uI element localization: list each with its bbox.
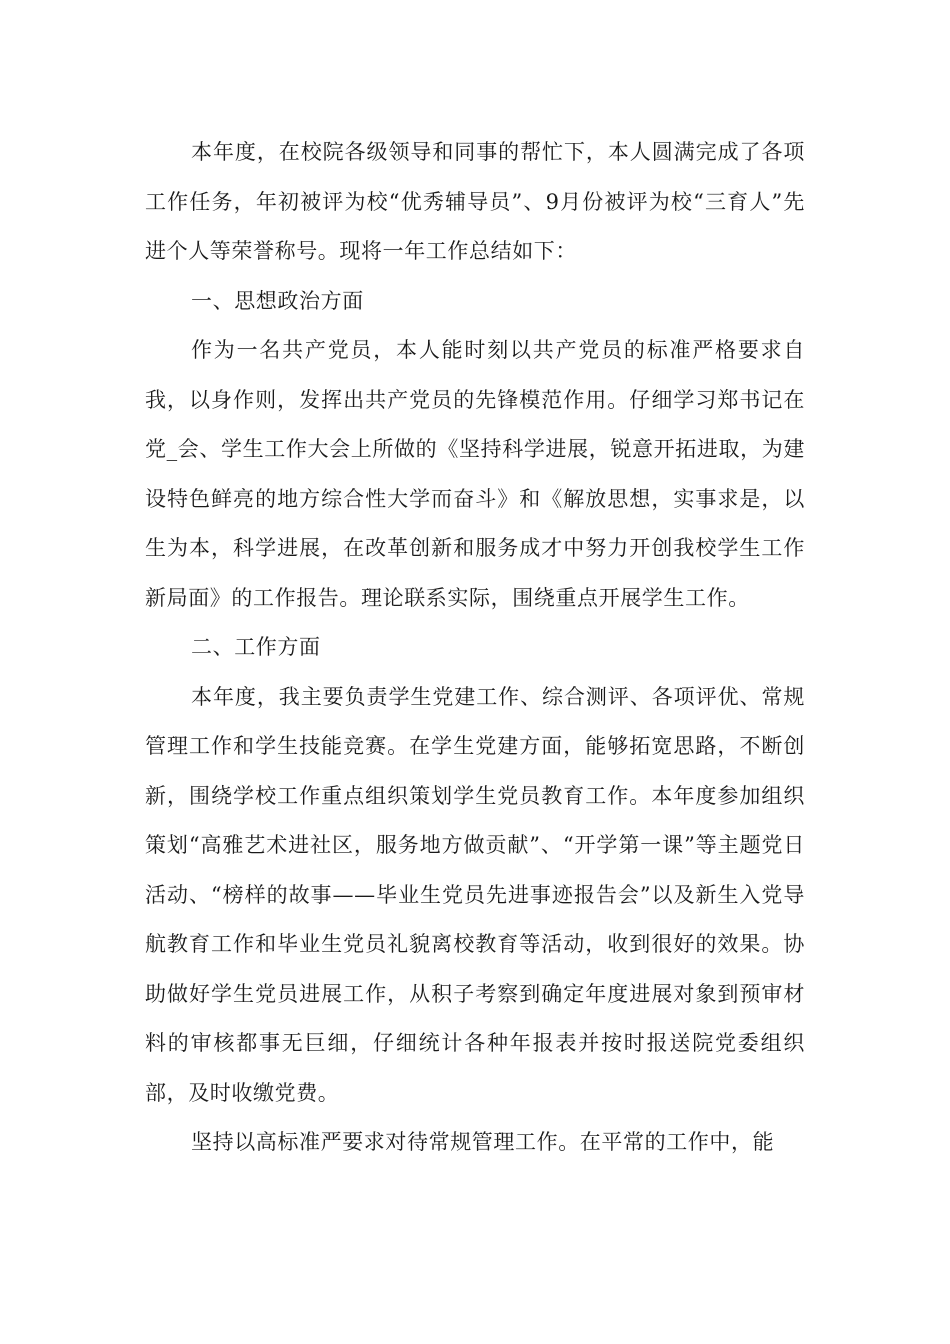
document-body: [145, 128, 805, 1168]
paragraph-intro: 本年度，在校院各级领导和同事的帮忙下，本人圆满完成了各项工作任务，年初被评为校“优秀辅导员”、9月份被评为校“三育人”先进个人等荣誉称号。现将一年工作总结如下：: [145, 140, 805, 263]
section-heading-political: 一、思想政治方面: [191, 288, 364, 313]
paragraph-political: 作为一名共产党员，本人能时刻以共产党员的标准严格要求自我，以身作则，发挥出共产党员的先锋模范作用。仔细学习郑书记在党_会、学生工作大会上所做的《坚持科学进展，锐意开拓进取，为建设特色鲜亮的地方综合性大学而奋斗》和《解放思想，实事求是，以生为本，科学进展，在改革创新和服务成才中努力开创我校学生工作新局面》的工作报告。理论联系实际，围绕重点开展学生工作。: [145, 338, 805, 610]
paragraph-work: 本年度，我主要负责学生党建工作、综合测评、各项评优、常规管理工作和学生技能竞赛。在学生党建方面，能够拓宽思路，不断创新，围绕学校工作重点组织策划学生党员教育工作。本年度参加组织策划“高雅艺术进社区，服务地方做贡献”、“开学第一课”等主题党日活动、“榜样的故事——毕业生党员先进事迹报告会”以及新生入党导航教育工作和毕业生党员礼貌离校教育等活动，收到很好的效果。协助做好学生党员进展工作，从积子考察到确定年度进展对象到预审材料的审核都事无巨细，仔细统计各种年报表并按时报送院党委组织部，及时收缴党费。: [145, 684, 805, 1105]
section-heading-work: 二、工作方面: [191, 635, 321, 659]
paragraph-management: 坚持以高标准严要求对待常规管理工作。在平常的工作中，能: [191, 1130, 775, 1154]
